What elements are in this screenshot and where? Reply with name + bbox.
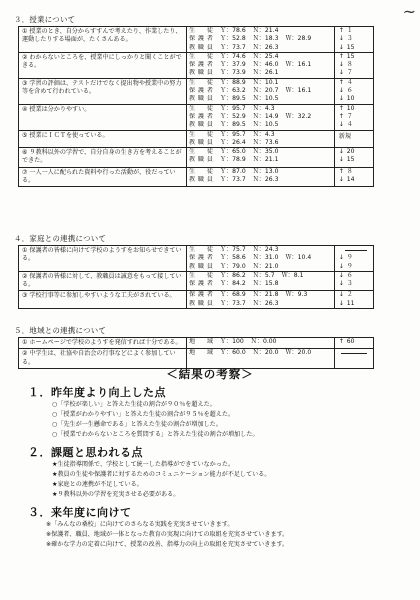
- down-arrow-icon: ↓: [338, 280, 344, 288]
- respondent-line: [187, 291, 334, 299]
- respondent-line: [187, 113, 334, 121]
- change-line: [335, 105, 373, 113]
- yes-value: Ｙ：73.9: [219, 69, 246, 77]
- yes-value: Ｙ：95.7: [219, 104, 246, 112]
- other-value: Ｗ：16.1: [285, 61, 312, 69]
- result-item: ★生徒指導関係で、学校として統一した指導ができていなかった。: [52, 461, 235, 468]
- respondent-group: 地 域: [188, 349, 213, 357]
- change-value: 14: [346, 176, 355, 184]
- change-line: [335, 121, 373, 129]
- yes-value: Ｙ：78.6: [219, 27, 246, 34]
- survey-row: [19, 27, 374, 53]
- respondent-group: 生 徒: [188, 52, 213, 60]
- results-cell: [186, 130, 334, 148]
- other-value: Ｗ：32.2: [285, 112, 312, 120]
- next-heading: ３．来年度に向けて: [28, 506, 132, 519]
- question-cell: ② わからないところを、授業中にしっかりと聞くことができる。: [19, 52, 187, 78]
- respondent-group: 教職員: [188, 262, 213, 270]
- result-item: ○「授業がわかりやすい」と答えた生徒の割合が９５％を超えた。: [52, 411, 235, 418]
- no-value: Ｎ：25.4: [252, 52, 279, 60]
- up-arrow-icon: ↑: [338, 104, 344, 112]
- issues-heading: ２．課題と思われる点: [28, 446, 143, 459]
- no-value: Ｎ：21.4: [252, 27, 279, 34]
- no-value: Ｎ：20.0: [252, 349, 279, 357]
- change-cell: [334, 291, 373, 309]
- results-cell: [186, 271, 334, 291]
- other-value: Ｗ：28.9: [285, 35, 312, 43]
- yes-value: Ｙ：86.2: [219, 271, 246, 279]
- respondent-group: 保護者: [188, 254, 213, 262]
- respondent-group: 生 徒: [188, 271, 213, 279]
- down-arrow-icon: ↓: [338, 43, 344, 51]
- yes-value: Ｙ：60.0: [219, 349, 246, 357]
- result-item: ★９教科以外の学習を充実させる必要がある。: [52, 491, 180, 498]
- change-line: [335, 113, 373, 121]
- change-line: [335, 246, 373, 254]
- respondent-line: [187, 263, 334, 271]
- results-cell: [186, 148, 334, 168]
- change-line: [335, 35, 373, 43]
- no-value: Ｎ：4.3: [252, 104, 275, 112]
- result-item: ※「みんなの桑校」に向けてのさらなる実践を充実させていきます。: [46, 521, 234, 528]
- respondent-group: 生 徒: [188, 130, 213, 138]
- respondent-line: [187, 272, 334, 280]
- issues-list: [52, 460, 392, 500]
- respondent-line: [187, 61, 334, 69]
- new-badge: 新規: [338, 132, 351, 140]
- yes-value: Ｙ：73.7: [219, 176, 246, 184]
- change-cell: [334, 338, 373, 349]
- change-line: [335, 87, 373, 95]
- results-cell: [186, 246, 334, 272]
- down-arrow-icon: ↓: [338, 69, 344, 77]
- result-item: ★教員の生徒や保護者に対するためのコミュニケーション能力が不足している。: [52, 471, 271, 478]
- no-value: Ｎ：4.3: [252, 130, 275, 138]
- up-arrow-icon: ↑: [338, 78, 344, 86]
- change-line: [335, 27, 373, 35]
- no-value: Ｎ：0.00: [250, 338, 277, 345]
- change-cell: [334, 148, 373, 168]
- respondent-group: 保護者: [188, 87, 213, 95]
- results-cell: [186, 52, 334, 78]
- result-item: ○「授業でわからないところを質問する」と答えた生徒の割合が増加した。: [52, 431, 259, 438]
- yes-value: Ｙ：73.7: [219, 43, 246, 51]
- yes-value: Ｙ：89.5: [219, 121, 246, 129]
- down-arrow-icon: ↓: [338, 262, 344, 270]
- other-value: Ｗ：20.0: [285, 349, 312, 357]
- change-line: [335, 263, 373, 271]
- change-value: １: [346, 27, 353, 34]
- results-cell: [186, 291, 334, 309]
- yes-value: Ｙ：52.9: [219, 112, 246, 120]
- respondent-line: [187, 53, 334, 61]
- down-arrow-icon: ↓: [338, 156, 344, 164]
- respondent-line: [187, 121, 334, 129]
- question-cell: ⑥ ９教科以外の学習で、自分自身の生き方を考えることができた。: [19, 148, 187, 168]
- improved-heading: １．昨年度より向上した点: [28, 386, 166, 399]
- change-line: [335, 272, 373, 280]
- respondent-group: 保護者: [188, 61, 213, 69]
- down-arrow-icon: ↓: [338, 35, 344, 43]
- yes-value: Ｙ：89.5: [219, 95, 246, 103]
- survey-row: [19, 104, 374, 130]
- up-arrow-icon: ↑: [338, 52, 344, 60]
- survey-row: [19, 338, 374, 349]
- respondent-group: 生 徒: [188, 104, 213, 112]
- no-value: Ｎ：26.3: [252, 43, 279, 51]
- change-line: [335, 254, 373, 262]
- results-title: ＜結果の考察＞: [166, 367, 254, 381]
- no-value: Ｎ：10.5: [252, 121, 279, 129]
- change-value: ３: [346, 35, 353, 43]
- change-line: [335, 69, 373, 77]
- down-arrow-icon: ↓: [338, 299, 344, 307]
- respondent-line: [187, 176, 334, 184]
- respondent-group: 地 域: [188, 338, 213, 345]
- change-value: 15: [346, 43, 355, 51]
- down-arrow-icon: ↓: [338, 291, 344, 299]
- question-cell: ② 中学生は、社協や自治会の行事などによく参加している。: [19, 349, 187, 369]
- survey-row: [19, 167, 374, 187]
- survey-row: [19, 271, 374, 291]
- no-value: Ｎ：73.6: [252, 138, 279, 146]
- no-value: Ｎ：35.0: [252, 148, 279, 156]
- respondent-line: [187, 87, 334, 95]
- survey-row: [19, 246, 374, 272]
- down-arrow-icon: ↓: [338, 61, 344, 69]
- respondent-line: [187, 168, 334, 176]
- respondent-line: [187, 35, 334, 43]
- respondent-group: 保護者: [188, 291, 213, 299]
- yes-value: Ｙ：65.0: [219, 148, 246, 156]
- no-value: Ｎ：21.1: [252, 156, 279, 164]
- no-value: Ｎ：15.8: [252, 280, 279, 288]
- respondent-line: [187, 131, 334, 139]
- other-value: Ｗ：16.1: [285, 87, 312, 95]
- yes-value: Ｙ：75.7: [219, 246, 246, 253]
- change-value: 10: [346, 104, 355, 112]
- result-item: ○「先生が一生懸命である」と答えた生徒の割合が増加した。: [52, 421, 222, 428]
- section-title-community: ５．地域との連携について: [14, 326, 107, 335]
- change-value: 60: [346, 338, 355, 345]
- question-cell: ④ 授業は分かりやすい。: [19, 104, 187, 130]
- result-item: ★家庭との連携が不足している。: [52, 481, 143, 488]
- no-value: Ｎ：10.5: [252, 95, 279, 103]
- results-cell: [186, 167, 334, 187]
- results-cell: [186, 104, 334, 130]
- yes-value: Ｙ：84.2: [219, 280, 246, 288]
- yes-value: Ｙ：100: [219, 338, 244, 345]
- survey-row: [19, 148, 374, 168]
- no-value: Ｎ：18.3: [252, 35, 279, 43]
- no-value: Ｎ：26.3: [252, 299, 279, 307]
- no-value: Ｎ：46.0: [252, 61, 279, 69]
- question-cell: ③ 学習の評価は、テストだけでなく提出物や授業中の努力等を含めて行われている。: [19, 78, 187, 104]
- respondent-line: [187, 349, 334, 357]
- change-cell: [334, 104, 373, 130]
- question-cell: ② 保護者の皆様に対して、教職員は誠意をもって接している。: [19, 271, 187, 291]
- change-line: [335, 300, 373, 308]
- yes-value: Ｙ：68.9: [219, 291, 246, 299]
- question-cell: ⑤ 授業にＩＣＴを使っている。: [19, 130, 187, 148]
- change-cell: [334, 271, 373, 291]
- respondent-group: 教職員: [188, 156, 213, 164]
- respondent-line: [187, 105, 334, 113]
- change-cell: [334, 52, 373, 78]
- no-value: Ｎ：31.0: [252, 254, 279, 262]
- survey-row: [19, 291, 374, 309]
- respondent-line: [187, 156, 334, 164]
- change-value: 15: [346, 52, 355, 60]
- question-cell: ① 授業のとき、自分からすすんで考えたり、作業したり、運動したりする場面が、たくさんある。: [19, 27, 187, 53]
- respondent-line: [187, 79, 334, 87]
- change-value: ３: [346, 280, 353, 288]
- respondent-group: 保護者: [188, 280, 213, 288]
- down-arrow-icon: ↓: [338, 271, 344, 279]
- yes-value: Ｙ：63.2: [219, 87, 246, 95]
- yes-value: Ｙ：74.6: [219, 52, 246, 60]
- respondent-group: 生 徒: [188, 78, 213, 86]
- up-arrow-icon: ↑: [338, 27, 344, 34]
- survey-row: [19, 52, 374, 78]
- respondent-group: 生 徒: [188, 27, 213, 34]
- change-value: ９: [346, 254, 353, 262]
- respondent-line: [187, 44, 334, 52]
- no-change-dash: [345, 250, 367, 251]
- change-value: ４: [346, 78, 353, 86]
- change-line: [335, 168, 373, 176]
- respondent-group: 教職員: [188, 176, 213, 184]
- respondent-group: 保護者: [188, 35, 213, 43]
- classes-survey-table: [18, 26, 374, 187]
- change-value: ７: [346, 112, 353, 120]
- result-item: ※確かな学力の定着に向けて、授業の改善、指導力の向上の取組を充実させていきます。: [46, 541, 289, 548]
- down-arrow-icon: ↓: [338, 254, 344, 262]
- change-line: [335, 44, 373, 52]
- respondent-line: [187, 280, 334, 288]
- question-cell: ⑦ 一人一人に配られた資料や行った活動が、役だっている。: [19, 167, 187, 187]
- improved-list: [52, 400, 392, 440]
- no-value: Ｎ：20.7: [252, 87, 279, 95]
- respondent-group: 教職員: [188, 43, 213, 51]
- change-cell: [334, 27, 373, 53]
- change-value: ６: [346, 271, 353, 279]
- yes-value: Ｙ：78.9: [219, 156, 246, 164]
- respondent-line: [187, 69, 334, 77]
- question-cell: ③ 学校行事等に参加しやすいような工夫がされている。: [19, 291, 187, 309]
- other-value: Ｗ：8.1: [281, 271, 304, 279]
- results-cell: [186, 78, 334, 104]
- section-title-family: ４．家庭との連携について: [14, 234, 107, 243]
- respondent-line: [187, 27, 334, 35]
- family-survey-table: [18, 245, 374, 309]
- community-survey-table: [18, 337, 374, 369]
- change-line: [335, 53, 373, 61]
- next-list: [46, 520, 406, 550]
- respondent-group: 生 徒: [188, 148, 213, 156]
- no-value: Ｎ：24.3: [252, 246, 279, 253]
- survey-row: [19, 78, 374, 104]
- change-value: 15: [346, 156, 355, 164]
- yes-value: Ｙ：26.4: [219, 138, 246, 146]
- question-cell: ① 保護者の皆様に向けて学校のようすをお知らせできている。: [19, 246, 187, 272]
- change-line: [335, 95, 373, 103]
- respondent-line: [187, 148, 334, 156]
- respondent-line: [187, 95, 334, 103]
- change-line: [335, 148, 373, 156]
- change-value: 20: [346, 148, 355, 156]
- section-title-classes: ３．授業について: [14, 15, 76, 24]
- no-change-dash: [341, 353, 367, 354]
- results-cell: [186, 27, 334, 53]
- respondent-group: 教職員: [188, 69, 213, 77]
- change-line: [335, 79, 373, 87]
- respondent-group: 教職員: [188, 95, 213, 103]
- yes-value: Ｙ：87.0: [219, 167, 246, 175]
- respondent-line: [187, 338, 334, 346]
- yes-value: Ｙ：58.6: [219, 254, 246, 262]
- yes-value: Ｙ：73.7: [219, 299, 246, 307]
- change-value: ８: [346, 61, 353, 69]
- no-value: Ｎ：14.9: [252, 112, 279, 120]
- respondent-group: 教職員: [188, 299, 213, 307]
- yes-value: Ｙ：88.9: [219, 78, 246, 86]
- no-value: Ｎ：21.8: [252, 291, 279, 299]
- change-line: [335, 61, 373, 69]
- respondent-group: 教職員: [188, 138, 213, 146]
- change-line: [335, 156, 373, 164]
- change-value: ７: [346, 69, 353, 77]
- change-value: ９: [346, 262, 353, 270]
- respondent-group: 教職員: [188, 121, 213, 129]
- change-value: ８: [346, 167, 353, 175]
- result-item: ※保護者、職員、地域が一体となった教育の実現に向けての取組を充実させていきます。: [46, 531, 289, 538]
- no-value: Ｎ：26.3: [252, 176, 279, 184]
- up-arrow-icon: ↑: [338, 338, 344, 345]
- change-value: 11: [346, 299, 355, 307]
- no-value: Ｎ：10.1: [252, 78, 279, 86]
- change-cell: [334, 246, 373, 272]
- results-cell: [186, 338, 334, 349]
- yes-value: Ｙ：37.9: [219, 61, 246, 69]
- respondent-group: 生 徒: [188, 246, 213, 253]
- change-value: 10: [346, 95, 355, 103]
- yes-value: Ｙ：79.0: [219, 262, 246, 270]
- question-cell: ① ホームページで学校のようすを発信すれば十分である。: [19, 338, 187, 349]
- change-line: [335, 291, 373, 299]
- up-arrow-icon: ↑: [338, 167, 344, 175]
- corner-mark: ~: [402, 2, 416, 21]
- respondent-line: [187, 254, 334, 262]
- down-arrow-icon: ↓: [338, 95, 344, 103]
- survey-row: [19, 130, 374, 148]
- change-value: ６: [346, 87, 353, 95]
- up-arrow-icon: ↑: [338, 112, 344, 120]
- respondent-group: 保護者: [188, 112, 213, 120]
- change-cell: [334, 78, 373, 104]
- change-value: ４: [346, 121, 353, 129]
- down-arrow-icon: ↓: [338, 121, 344, 129]
- change-line: [335, 338, 373, 346]
- change-cell: [334, 130, 373, 148]
- down-arrow-icon: ↓: [338, 148, 344, 156]
- yes-value: Ｙ：95.7: [219, 130, 246, 138]
- down-arrow-icon: ↓: [338, 87, 344, 95]
- yes-value: Ｙ：52.8: [219, 35, 246, 43]
- respondent-line: [187, 246, 334, 254]
- change-line: [335, 176, 373, 184]
- down-arrow-icon: ↓: [338, 176, 344, 184]
- no-value: Ｎ：5.7: [252, 271, 275, 279]
- other-value: Ｗ：10.4: [285, 254, 312, 262]
- other-value: Ｗ：9.3: [285, 291, 308, 299]
- no-value: Ｎ：13.0: [252, 167, 279, 175]
- no-value: Ｎ：21.0: [252, 262, 279, 270]
- no-value: Ｎ：26.1: [252, 69, 279, 77]
- respondent-line: [187, 139, 334, 147]
- change-cell: [334, 167, 373, 187]
- respondent-group: 生 徒: [188, 167, 213, 175]
- change-value: ２: [346, 291, 353, 299]
- result-item: ○「学校が楽しい」と答えた生徒の割合が９０％を超えた。: [52, 401, 216, 408]
- change-line: [335, 280, 373, 288]
- respondent-line: [187, 300, 334, 308]
